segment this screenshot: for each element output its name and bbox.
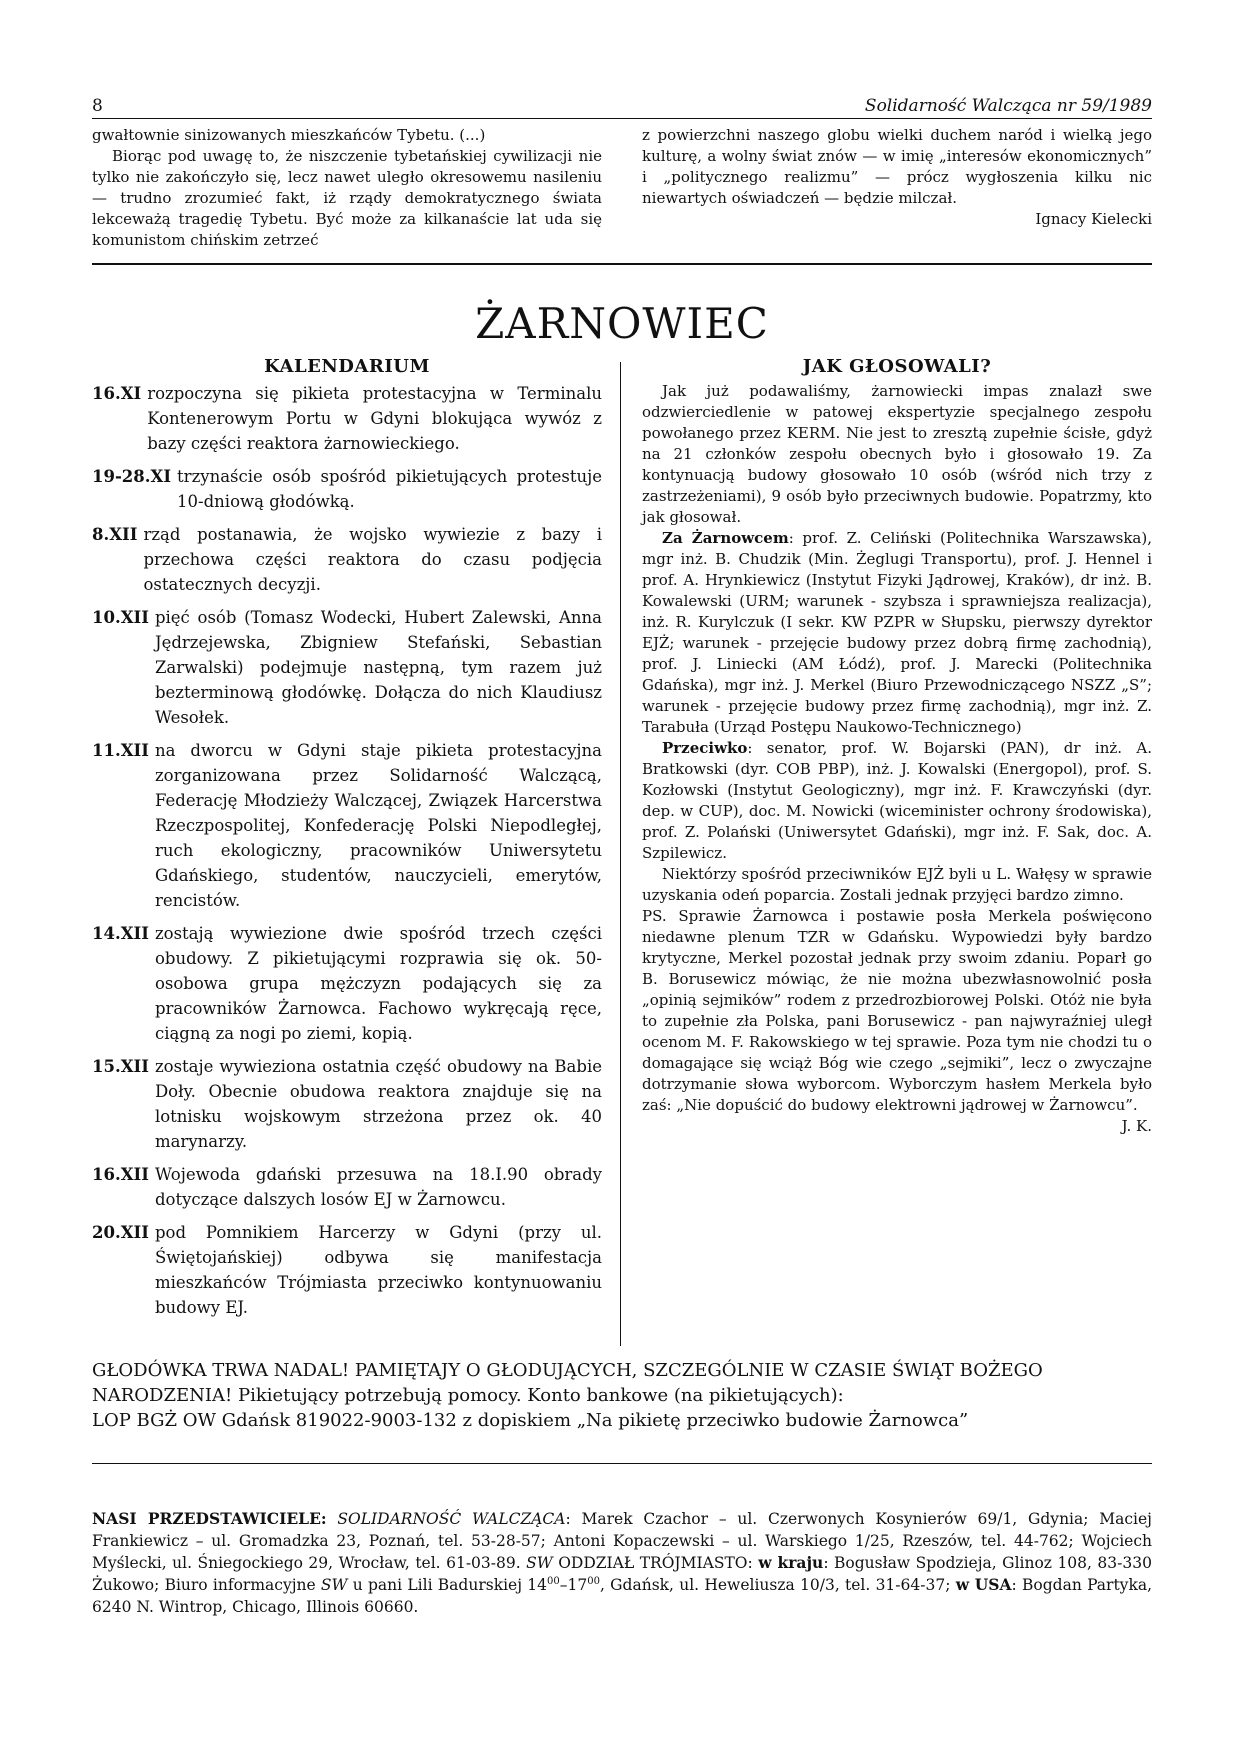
jk-signature: J. K. <box>1121 1117 1152 1135</box>
top-section <box>92 125 1152 251</box>
appeal-block <box>92 1358 1152 1433</box>
entry-date: 20.XII <box>92 1223 149 1242</box>
header-rule <box>92 118 1152 119</box>
reps-sup-1: 00 <box>547 1575 560 1587</box>
entry-text: na dworcu w Gdyni staje pikieta protestacyjna zorganizowana przez Solidarność Walczącą, Federację Młodzieży Walczącej, Związek Harcerstwa Rzeczpospolitej, Konfederację Polski Niepodległej, ruch ekologiczny, pracowników Uniwersytetu Gdańskiego, studentów, nauczycieli, emerytów, rencistów. <box>154 741 602 910</box>
reps-text-1: : Marek Czachor – ul. Czerwonych Kosynierów 69/1, Gdynia; Maciej Frankiewicz – ul. Gromadzka 23, Poznań, tel. 53-28-57; Antoni Kopaczewski – ul. Warskiego 1/25, Rzeszów, tel. 44-762; Wojciech Myślecki, ul. Śniegockiego 29, Wrocław, tel. 61-03-89. <box>92 1510 1152 1572</box>
top-left-paragraph-1: gwałtownie sinizowanych mieszkańców Tybetu. (...) <box>92 126 486 144</box>
calendar-entry <box>92 522 602 597</box>
walesa-paragraph: Niektórzy spośród przeciwników EJŻ byli u L. Wałęsy w sprawie uzyskania odeń poparcia. Zostali jednak przyjęci bardzo zimno. <box>642 865 1152 904</box>
page <box>92 96 1152 1618</box>
article-title: ŻARNOWIEC <box>475 299 769 348</box>
calendar-entry <box>92 1054 602 1154</box>
author-signature: Ignacy Kielecki <box>1035 210 1152 228</box>
reps-w-kraju: w kraju <box>758 1553 824 1572</box>
przeciw-label: Przeciwko <box>662 739 748 757</box>
reps-label: NASI PRZEDSTAWICIELE: <box>92 1509 327 1528</box>
za-label: Za Żarnowcem <box>662 529 789 547</box>
glosowali-intro: Jak już podawaliśmy, żarnowiecki impas znalazł swe odzwierciedlenie w patowej ekspertyzie specjalnego zespołu powołanego przez KERM. Nie jest to zresztą zupełnie ścisłe, gdyż na 21 członków zespołu obecnych było i głosowało 19. Za kontynuacją budowy głosowało 10 osób (wśród nich trzy z zastrzeżeniami), 9 osób było przeciwnych budowie. Popatrzmy, kto jak głosował. <box>642 382 1152 526</box>
reps-sup-2: 00 <box>587 1575 600 1587</box>
entry-date: 11.XII <box>92 741 149 760</box>
reps-text-2: ODDZIAŁ TRÓJMIASTO: <box>552 1554 759 1572</box>
reps-sw-3: SW <box>320 1576 348 1594</box>
reps-text-4: u pani Lili Badurskiej 14 <box>347 1576 548 1594</box>
reps-w-usa: w USA <box>955 1575 1012 1594</box>
glosowali-heading: JAK GŁOSOWALI? <box>802 356 992 377</box>
reps-text-7: : Bogdan Partyka, 6240 N. Wintrop, Chicago, Illinois 60660. <box>92 1576 1153 1616</box>
reps-text-3: : Bogusław Spodzieja, Glinoz 108, 83-330 Żukowo; Biuro informacyjne <box>92 1554 1152 1594</box>
przeciw-text: : senator, prof. W. Bojarski (PAN), dr inż. A. Bratkowski (dyr. COB PBP), inż. J. Kowalski (Energopol), prof. S. Kozłowski (Instytut Geologiczny), mgr inż. F. Krawczyński (dyr. dep. w CUP), doc. M. Nowicki (wiceminister ochrony środowiska), prof. Z. Polański (Uniwersytet Gdański), mgr inż. F. Sak, doc. A. Szpilewicz. <box>642 739 1152 862</box>
entry-text: pięć osób (Tomasz Wodecki, Hubert Zalewski, Anna Jędrzejewska, Zbigniew Stefański, Sebastian Zarwalski) podejmuje następną, tym razem już bezterminową głodówkę. Dołącza do nich Klaudiusz Wesołek. <box>154 608 602 727</box>
calendar-entry <box>92 605 602 730</box>
entry-date: 14.XII <box>92 924 149 943</box>
reps-sw-2: SW <box>526 1554 553 1572</box>
section-divider <box>92 263 1152 265</box>
footer-rule <box>92 1463 1152 1464</box>
entry-date: 10.XII <box>92 608 149 627</box>
entry-text: rząd postanawia, że wojsko wywiezie z bazy i przechowa części reaktora do czasu podjęcia ostatecznych decyzji. <box>143 525 602 594</box>
page-header <box>92 96 1152 118</box>
kalendarium-heading: KALENDARIUM <box>264 356 430 377</box>
top-left-column <box>92 125 602 251</box>
appeal-line-1: GŁODÓWKA TRWA NADAL! PAMIĘTAJY O GŁODUJĄCYCH, SZCZEGÓLNIE W CZASIE ŚWIĄT BOŻEGO NARODZENIA! Pikietujący potrzebują pomocy. Konto bankowe (na pikietujących): <box>92 1360 1043 1406</box>
calendar-entry <box>92 381 602 456</box>
calendar-entry <box>92 1162 602 1212</box>
entry-date: 19-28.XI <box>92 467 172 486</box>
entry-text: zostają wywiezione dwie spośród trzech części obudowy. Z pikietującymi rozprawia się ok. 50-osobowa grupa mężczyzn podających się za pracowników Żarnowca. Fachowo wykręcają ręce, ciągną za nogi po ziemi, kopią. <box>154 924 602 1043</box>
kalendarium-column <box>92 356 620 1328</box>
ps-paragraph: PS. Sprawie Żarnowca i postawie posła Merkela poświęcono niedawne plenum TZR w Gdańsku. Wypowiedzi były bardzo krytyczne, Merkel pozostał jednak przy swoim zdaniu. Poparł go B. Borusewicz mówiąc, że nie można ubezwłasnowolnić posła „opinią sejmików” rodem z przedrozbiorowej Polski. Otóż nie była to zupełnie zła Polska, pani Borusewicz - pan najwyraźniej uległ ocenom M. F. Rakowskiego w tej sprawie. Poza tym nie chodzi tu o domagające się wciąż Bóg wie czego „sejmiki”, lecz o zwyczajne dotrzymanie słowa wyborcom. Wyborczym hasłem Merkela było zaś: „Nie dopuścić do budowy elektrowni jądrowej w Żarnowcu”. <box>642 907 1152 1114</box>
journal-title: Solidarność Walcząca nr 59/1989 <box>864 96 1152 116</box>
calendar-entry <box>92 1220 602 1320</box>
reps-sw: SOLIDARNOŚĆ WALCZĄCA <box>337 1510 566 1528</box>
za-text: : prof. Z. Celiński (Politechnika Warszawska), mgr inż. B. Chudzik (Min. Żeglugi Transportu), prof. J. Hennel i prof. A. Hrynkiewicz (Instytut Fizyki Jądrowej, Kraków), dr inż. B. Kowalewski (URM; warunek - szybsza i sprawniejsza realizacja), inż. R. Kurylczuk (I sekr. KW PZPR w Słupsku, pierwszy dyrektor EJŻ; warunek - przejęcie budowy przez dobrą firmę zachodnią), prof. J. Liniecki (AM Łódź), prof. J. Marecki (Politechnika Gdańska), mgr inż. J. Merkel (Biuro Przewodniczącego NSZZ „S”; warunek - przejęcie budowy przez firmę zachodnią), mgr inż. Z. Tarabuła (Urząd Postępu Naukowo-Technicznego) <box>642 529 1152 736</box>
entry-date: 15.XII <box>92 1057 149 1076</box>
page-number: 8 <box>92 96 103 116</box>
entry-text: pod Pomnikiem Harcerzy w Gdyni (przy ul. Świętojańskiej) odbywa się manifestacja mieszkańców Trójmiasta przeciwko kontynuowaniu budowy EJ. <box>154 1223 602 1317</box>
top-left-paragraph-2: Biorąc pod uwagę to, że niszczenie tybetańskiej cywilizacji nie tylko nie zakończyło się, lecz nawet uległo okresowemu nasileniu — trudno zrozumieć fakt, iż rządy demokratycznego świata lekceważą tragedię Tybetu. Być może za kilkanaście lat uda się komunistom chińskim zetrzeć <box>92 147 602 249</box>
reps-text-6: , Gdańsk, ul. Heweliusza 10/3, tel. 31-64-37; <box>599 1576 956 1594</box>
top-right-paragraph: z powierzchni naszego globu wielki duchem naród i wielką jego kulturę, a wolny świat znów — w imię „interesów ekonomicznych” i „politycznego realizmu” — prócz wygłoszenia kilku nic niewartych oświadczeń — będzie milczał. <box>642 126 1152 207</box>
calendar-entry <box>92 464 602 514</box>
entry-date: 8.XII <box>92 525 138 544</box>
glosowali-column <box>642 356 1152 1328</box>
article-body <box>92 356 1152 1328</box>
entry-text: Wojewoda gdański przesuwa na 18.I.90 obrady dotyczące dalszych losów EJ w Żarnowcu. <box>154 1165 602 1209</box>
appeal-line-2: LOP BGŻ OW Gdańsk 819022-9003-132 z dopiskiem „Na pikietę przeciwko budowie Żarnowca” <box>92 1410 969 1431</box>
calendar-entry <box>92 738 602 913</box>
za-paragraph <box>642 528 1152 738</box>
przeciw-paragraph <box>642 738 1152 864</box>
representatives-block <box>92 1508 1152 1618</box>
entry-text: trzynaście osób spośród pikietujących protestuje 10-dniową głodówką. <box>177 467 602 511</box>
entry-date: 16.XII <box>92 1165 149 1184</box>
reps-text-5: –17 <box>559 1576 588 1594</box>
entry-date: 16.XI <box>92 384 142 403</box>
top-right-column <box>642 125 1152 251</box>
calendar-entry <box>92 921 602 1046</box>
entry-text: zostaje wywieziona ostatnia część obudowy na Babie Doły. Obecnie obudowa reaktora znajduje się na lotnisku wojskowym strzeżona przez ok. 40 marynarzy. <box>154 1057 602 1151</box>
entry-text: rozpoczyna się pikieta protestacyjna w Terminalu Kontenerowym Portu w Gdyni blokująca wywóz z bazy części reaktora żarnowieckiego. <box>147 384 602 453</box>
column-divider <box>620 362 621 1346</box>
